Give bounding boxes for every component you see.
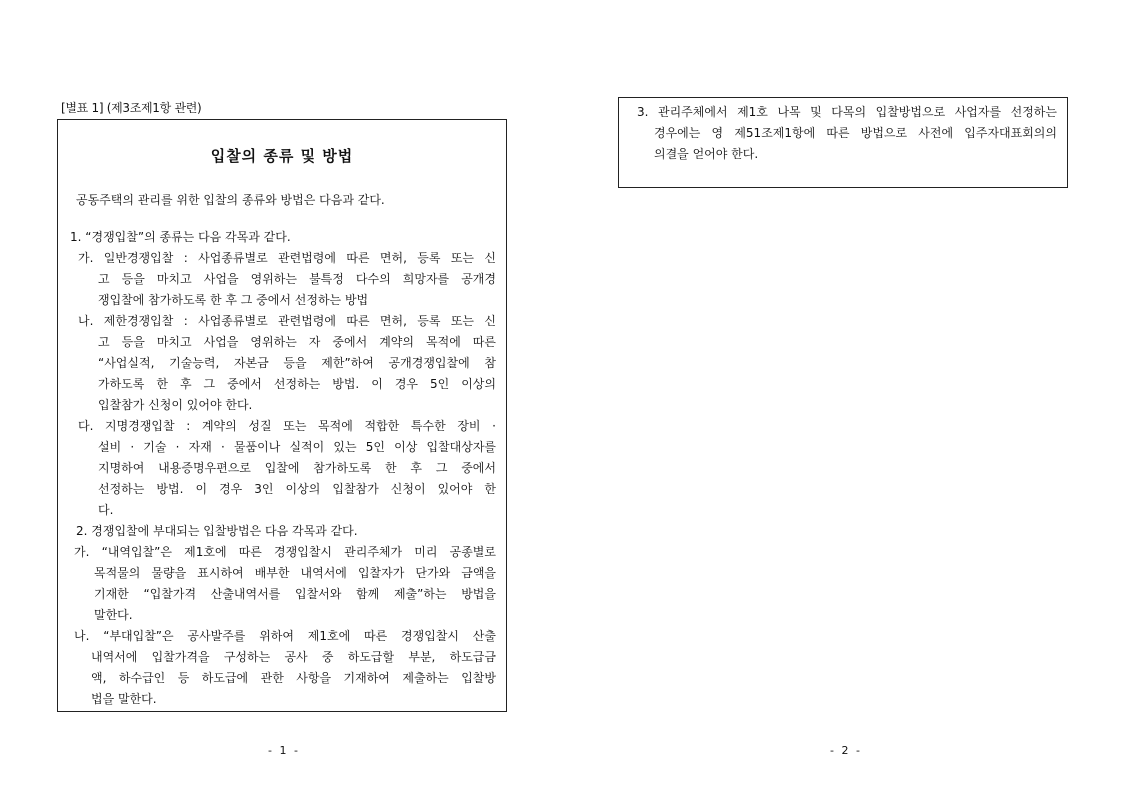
item-2-ga-line-2: 목적물의 물량을 표시하여 배부한 내역서에 입찰자가 단가와 금액을 xyxy=(94,566,496,580)
item-1-da-line-3: 지명하여 내용증명우편으로 입찰에 참가하도록 한 후 그 중에서 xyxy=(98,461,496,475)
item-1-ga-line-2: 고 등을 마치고 사업을 영위하는 불특정 다수의 희망자를 공개경 xyxy=(98,272,496,286)
item-2-na-line-3: 액, 하수급인 등 하도급에 관한 사항을 기재하여 제출하는 입찰방 xyxy=(91,671,496,685)
item-1-da-line-4: 선정하는 방법. 이 경우 3인 이상의 입찰참가 신청이 있어야 한 xyxy=(98,482,496,496)
page-number-1: - 1 - xyxy=(268,744,300,757)
item-1-da-line-5: 다. xyxy=(98,503,114,517)
item-1-na-line-4: 가하도록 한 후 그 중에서 선정하는 방법. 이 경우 5인 이상의 xyxy=(98,377,496,391)
item-2-ga-line-1: 가. “내역입찰”은 제1호에 따른 경쟁입찰시 관리주체가 미리 공종별로 xyxy=(74,545,496,559)
section-2-heading: 2. 경쟁입찰에 부대되는 입찰방법은 다음 각목과 같다. xyxy=(76,524,358,538)
item-2-ga-line-3: 기재한 “입찰가격 산출내역서를 입찰서와 함께 제출”하는 방법을 xyxy=(94,587,496,601)
page1-content-box xyxy=(57,119,507,712)
item-2-na-line-2: 내역서에 입찰가격을 구성하는 공사 중 하도급할 부분, 하도급금 xyxy=(91,650,496,664)
item-2-na-line-1: 나. “부대입찰”은 공사발주를 위하여 제1호에 따른 경쟁입찰시 산출 xyxy=(74,629,496,643)
section-1-heading: 1. “경쟁입찰”의 종류는 다음 각목과 같다. xyxy=(70,230,291,244)
page2-content-box xyxy=(618,97,1068,188)
document-title: 입찰의 종류 및 방법 xyxy=(210,147,354,165)
item-2-ga-line-4: 말한다. xyxy=(94,608,133,622)
item-3-line-1: 3. 관리주체에서 제1호 나목 및 다목의 입찰방법으로 사업자를 선정하는 xyxy=(637,105,1057,119)
item-1-na-line-2: 고 등을 마치고 사업을 영위하는 자 중에서 계약의 목적에 따른 xyxy=(98,335,496,349)
item-3-line-3: 의결을 얻어야 한다. xyxy=(654,147,759,161)
intro-text: 공동주택의 관리를 위한 입찰의 종류와 방법은 다음과 같다. xyxy=(76,193,385,207)
page-number-2: - 2 - xyxy=(830,744,862,757)
item-2-na-line-4: 법을 말한다. xyxy=(91,692,157,706)
item-1-ga-line-3: 쟁입찰에 참가하도록 한 후 그 중에서 선정하는 방법 xyxy=(98,293,369,307)
table-caption: [별표 1] (제3조제1항 관련) xyxy=(61,101,202,115)
item-1-na-line-3: “사업실적, 기술능력, 자본금 등을 제한”하여 공개경쟁입찰에 참 xyxy=(98,356,496,370)
item-3-line-2: 경우에는 영 제51조제1항에 따른 방법으로 사전에 입주자대표회의의 xyxy=(654,126,1057,140)
item-1-na-line-5: 입찰참가 신청이 있어야 한다. xyxy=(98,398,253,412)
item-1-ga-line-1: 가. 일반경쟁입찰 : 사업종류별로 관련법령에 따른 면허, 등록 또는 신 xyxy=(78,251,496,265)
item-1-da-line-1: 다. 지명경쟁입찰 : 계약의 성질 또는 목적에 적합한 특수한 장비 · xyxy=(78,419,496,433)
item-1-da-line-2: 설비 · 기술 · 자재 · 물품이나 실적이 있는 5인 이상 입찰대상자를 xyxy=(98,440,496,454)
item-1-na-line-1: 나. 제한경쟁입찰 : 사업종류별로 관련법령에 따른 면허, 등록 또는 신 xyxy=(78,314,496,328)
